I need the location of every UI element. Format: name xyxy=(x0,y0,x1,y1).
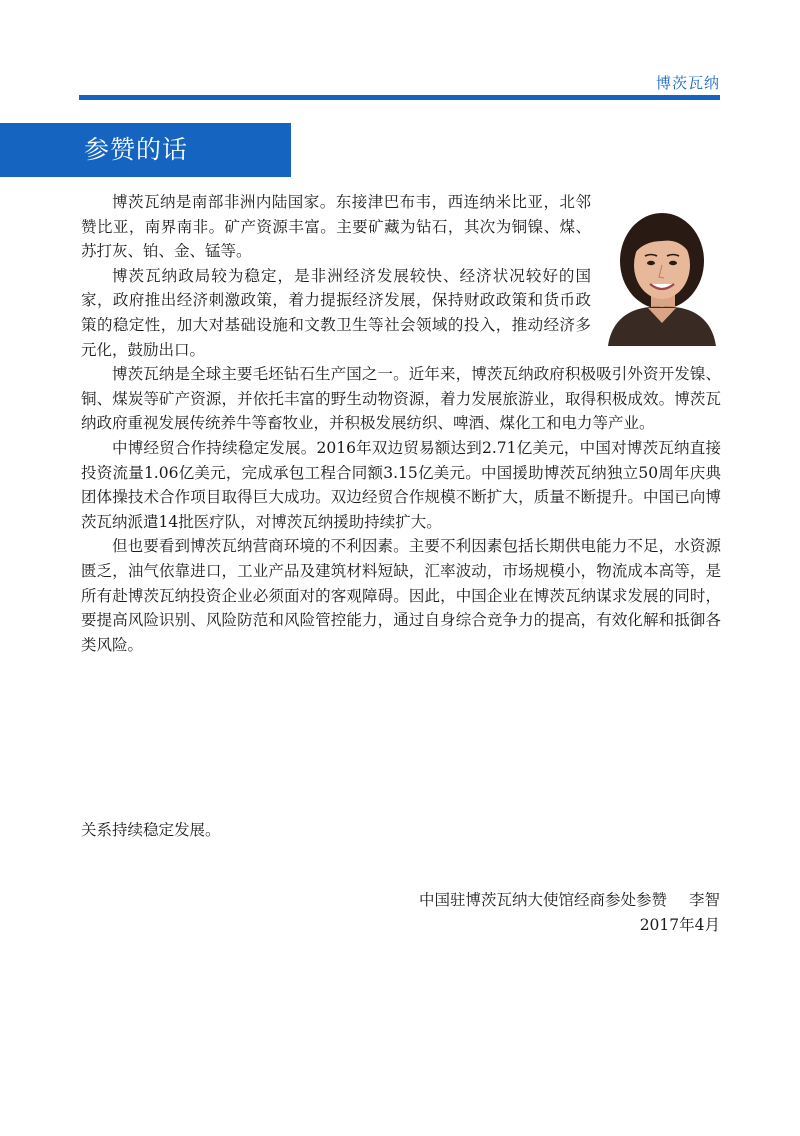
paragraph-industry: 博茨瓦纳是全球主要毛坯钻石生产国之一。近年来，博茨瓦纳政府积极吸引外资开发镍、铜、煤炭等矿产资源，并依托丰富的野生动物资源，着力发展旅游业，取得积极成效。博茨瓦纳政府重视发展传统养牛等畜牧业，并积极发展纺织、啤酒、煤化工和电力等产业。 xyxy=(81,365,721,433)
paragraph-intro: 博茨瓦纳是南部非洲内陆国家。东接津巴布韦，西连纳米比亚，北邻赞比亚，南界南非。矿产资源丰富。主要矿藏为钻石，其次为铜镍、煤、苏打灰、铂、金、锰等。 xyxy=(81,193,591,261)
paragraph-bilateral-trade: 中博经贸合作持续稳定发展。2016年双边贸易额达到2.71亿美元，中国对博茨瓦纳直接投资流量1.06亿美元，完成承包工程合同额3.15亿美元。中国援助博茨瓦纳独立50周年庆典团体操技术合作项目取得巨大成功。双边经贸合作规模不断扩大，质量不断提升。中国已向博茨瓦纳派遣14批医疗队，对博茨瓦纳援助持续扩大。 xyxy=(81,438,721,531)
signature-block xyxy=(419,888,720,938)
header-divider xyxy=(79,95,720,100)
article-body xyxy=(81,190,721,657)
signature-line xyxy=(419,888,720,913)
closing-line: 关系持续稳定发展。 xyxy=(81,821,221,839)
signature-name: 李智 xyxy=(688,891,720,909)
paragraph-politics-economy: 博茨瓦纳政局较为稳定，是非洲经济发展较快、经济状况较好的国家，政府推出经济刺激政策，着力提振经济发展，保持财政政策和货币政策的稳定性，加大对基础设施和文教卫生等社会领域的投入，推动经济多元化，鼓励出口。 xyxy=(81,266,591,359)
paragraph-risks: 但也要看到博茨瓦纳营商环境的不利因素。主要不利因素包括长期供电能力不足，水资源匮乏，油气依靠进口，工业产品及建筑材料短缺，汇率波动，市场规模小，物流成本高等，是所有赴博茨瓦纳投资企业必须面对的客观障碍。因此，中国企业在博茨瓦纳谋求发展的同时，要提高风险识别、风险防范和风险管控能力，通过自身综合竞争力的提高，有效化解和抵御各类风险。 xyxy=(81,537,721,654)
header-country-label: 博茨瓦纳 xyxy=(655,74,720,92)
signature-org: 中国驻博茨瓦纳大使馆经商参处参赞 xyxy=(418,891,667,909)
section-title-banner: 参赞的话 xyxy=(0,123,291,177)
signature-date: 2017年4月 xyxy=(639,916,720,934)
